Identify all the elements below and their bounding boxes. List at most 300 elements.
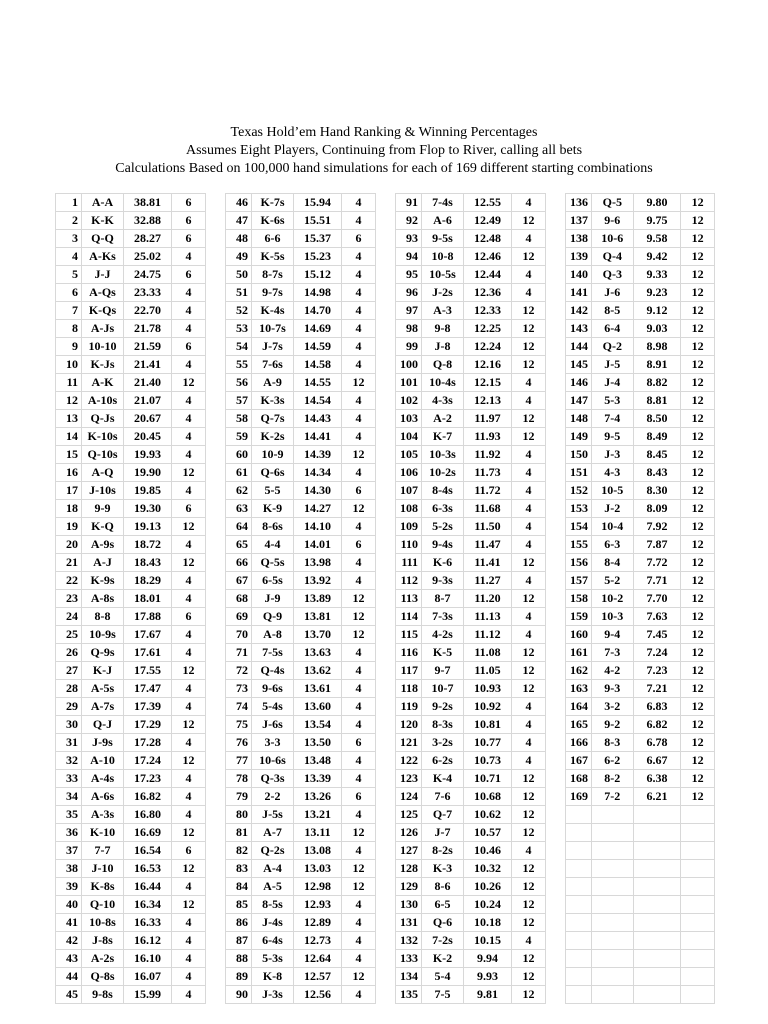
rank-cell: 137 <box>566 212 592 230</box>
table-row <box>566 572 715 590</box>
hand-cell: 8-7s <box>252 266 294 284</box>
hand-cell: K-8s <box>82 878 124 896</box>
combinations-cell: 4 <box>512 734 546 752</box>
win-percentage-cell: 9.80 <box>633 194 681 212</box>
win-percentage-cell: 32.88 <box>124 212 172 230</box>
combinations-cell: 12 <box>681 518 715 536</box>
table-row <box>396 950 546 968</box>
rank-cell: 84 <box>226 878 252 896</box>
win-percentage-cell: 15.94 <box>294 194 342 212</box>
hand-cell: 7-4s <box>422 194 464 212</box>
hand-cell: 6-5s <box>252 572 294 590</box>
rank-cell: 92 <box>396 212 422 230</box>
rank-cell: 86 <box>226 914 252 932</box>
rank-cell: 160 <box>566 626 592 644</box>
rank-cell: 58 <box>226 410 252 428</box>
hand-cell: A-Q <box>82 464 124 482</box>
table-row <box>396 734 546 752</box>
combinations-cell: 12 <box>512 428 546 446</box>
hand-cell: 6-3s <box>422 500 464 518</box>
table-row <box>566 806 715 824</box>
win-percentage-cell <box>633 986 681 1004</box>
combinations-cell: 12 <box>172 464 206 482</box>
hand-cell: 4-4 <box>252 536 294 554</box>
rank-cell: 126 <box>396 824 422 842</box>
rank-cell: 147 <box>566 392 592 410</box>
table-row <box>396 878 546 896</box>
hand-cell: A-6s <box>82 788 124 806</box>
rank-cell: 20 <box>56 536 82 554</box>
win-percentage-cell <box>633 896 681 914</box>
hand-cell: Q-7s <box>252 410 294 428</box>
win-percentage-cell <box>633 842 681 860</box>
hand-cell: 7-6s <box>252 356 294 374</box>
rank-cell: 118 <box>396 680 422 698</box>
win-percentage-cell: 12.25 <box>464 320 512 338</box>
win-percentage-cell: 9.42 <box>633 248 681 266</box>
rank-cell: 93 <box>396 230 422 248</box>
table-row <box>396 788 546 806</box>
win-percentage-cell: 16.12 <box>124 932 172 950</box>
table-row <box>566 968 715 986</box>
win-percentage-cell: 13.26 <box>294 788 342 806</box>
hand-cell: J-J <box>82 266 124 284</box>
win-percentage-cell: 12.73 <box>294 932 342 950</box>
win-percentage-cell: 9.58 <box>633 230 681 248</box>
combinations-cell: 4 <box>342 914 376 932</box>
combinations-cell: 4 <box>512 716 546 734</box>
win-percentage-cell: 22.70 <box>124 302 172 320</box>
table-row <box>396 482 546 500</box>
combinations-cell: 4 <box>512 932 546 950</box>
hand-cell: A-10 <box>82 752 124 770</box>
hand-cell: 10-5s <box>422 266 464 284</box>
win-percentage-cell: 17.39 <box>124 698 172 716</box>
rank-cell: 70 <box>226 626 252 644</box>
rank-cell <box>566 932 592 950</box>
rank-cell: 29 <box>56 698 82 716</box>
combinations-cell: 12 <box>512 644 546 662</box>
hand-cell: 8-3s <box>422 716 464 734</box>
hand-cell: Q-9s <box>82 644 124 662</box>
rank-cell: 65 <box>226 536 252 554</box>
table-row <box>56 194 206 212</box>
combinations-cell: 4 <box>342 302 376 320</box>
hand-cell: 7-7 <box>82 842 124 860</box>
hand-cell: A-K <box>82 374 124 392</box>
hand-cell: J-5s <box>252 806 294 824</box>
table-row <box>566 788 715 806</box>
rank-cell: 73 <box>226 680 252 698</box>
win-percentage-cell: 18.01 <box>124 590 172 608</box>
rank-cell <box>566 950 592 968</box>
win-percentage-cell: 12.93 <box>294 896 342 914</box>
hand-cell: Q-7 <box>422 806 464 824</box>
rank-cell: 90 <box>226 986 252 1004</box>
hand-cell: K-Qs <box>82 302 124 320</box>
rank-cell: 32 <box>56 752 82 770</box>
hand-cell: A-4 <box>252 860 294 878</box>
rank-cell: 159 <box>566 608 592 626</box>
hand-cell: 9-8s <box>82 986 124 1004</box>
table-row <box>566 446 715 464</box>
rank-cell: 50 <box>226 266 252 284</box>
hand-cell: 5-2s <box>422 518 464 536</box>
combinations-cell: 4 <box>172 410 206 428</box>
table-row <box>226 554 376 572</box>
rank-cell: 22 <box>56 572 82 590</box>
table-row <box>396 320 546 338</box>
win-percentage-cell: 11.20 <box>464 590 512 608</box>
win-percentage-cell: 6.38 <box>633 770 681 788</box>
rank-cell: 80 <box>226 806 252 824</box>
hand-cell: 10-5 <box>591 482 633 500</box>
rank-cell: 57 <box>226 392 252 410</box>
rank-cell: 10 <box>56 356 82 374</box>
win-percentage-cell: 12.13 <box>464 392 512 410</box>
rank-cell: 81 <box>226 824 252 842</box>
table-row <box>566 878 715 896</box>
rank-cell: 132 <box>396 932 422 950</box>
table-row <box>56 842 206 860</box>
rank-cell: 27 <box>56 662 82 680</box>
table-row <box>566 482 715 500</box>
rank-cell: 14 <box>56 428 82 446</box>
combinations-cell: 12 <box>512 662 546 680</box>
hand-cell: 9-4s <box>422 536 464 554</box>
hand-cell: 8-7 <box>422 590 464 608</box>
win-percentage-cell: 9.75 <box>633 212 681 230</box>
hand-cell: J-7s <box>252 338 294 356</box>
win-percentage-cell: 20.45 <box>124 428 172 446</box>
combinations-cell: 4 <box>512 446 546 464</box>
hand-cell: 5-5 <box>252 482 294 500</box>
hand-cell: Q-3 <box>591 266 633 284</box>
rank-cell: 100 <box>396 356 422 374</box>
hand-cell: A-7s <box>82 698 124 716</box>
combinations-cell: 6 <box>342 788 376 806</box>
table-row <box>396 644 546 662</box>
win-percentage-cell: 15.37 <box>294 230 342 248</box>
combinations-cell: 12 <box>681 752 715 770</box>
rank-cell: 128 <box>396 860 422 878</box>
table-row <box>56 626 206 644</box>
rank-cell: 64 <box>226 518 252 536</box>
win-percentage-cell: 12.15 <box>464 374 512 392</box>
win-percentage-cell: 9.81 <box>464 986 512 1004</box>
combinations-cell: 12 <box>512 410 546 428</box>
rank-cell: 54 <box>226 338 252 356</box>
rank-cell: 28 <box>56 680 82 698</box>
win-percentage-cell <box>633 950 681 968</box>
rank-cell: 141 <box>566 284 592 302</box>
rank-cell: 36 <box>56 824 82 842</box>
combinations-cell: 12 <box>342 626 376 644</box>
hand-cell: K-4s <box>252 302 294 320</box>
rank-cell: 105 <box>396 446 422 464</box>
combinations-cell: 12 <box>681 680 715 698</box>
table-row <box>396 230 546 248</box>
hand-cell: A-5s <box>82 680 124 698</box>
table-row <box>396 806 546 824</box>
hand-cell <box>591 932 633 950</box>
rank-cell <box>566 806 592 824</box>
hand-cell: 3-2 <box>591 698 633 716</box>
rank-cell: 135 <box>396 986 422 1004</box>
hand-cell: 8-5 <box>591 302 633 320</box>
combinations-cell: 4 <box>512 608 546 626</box>
table-row <box>56 464 206 482</box>
hand-cell: 7-3 <box>591 644 633 662</box>
table-row <box>396 914 546 932</box>
hand-cell: A-3 <box>422 302 464 320</box>
rank-cell: 2 <box>56 212 82 230</box>
table-row <box>396 410 546 428</box>
win-percentage-cell: 9.23 <box>633 284 681 302</box>
rank-cell: 40 <box>56 896 82 914</box>
combinations-cell: 12 <box>681 464 715 482</box>
hand-cell: Q-2s <box>252 842 294 860</box>
hand-cell: Q-6 <box>422 914 464 932</box>
combinations-cell: 12 <box>512 968 546 986</box>
win-percentage-cell: 11.05 <box>464 662 512 680</box>
hand-cell: K-2 <box>422 950 464 968</box>
hand-cell: 9-5 <box>591 428 633 446</box>
hand-cell: A-10s <box>82 392 124 410</box>
hand-cell <box>591 968 633 986</box>
combinations-cell <box>681 932 715 950</box>
rank-cell: 112 <box>396 572 422 590</box>
hand-cell: J-10s <box>82 482 124 500</box>
table-row <box>396 770 546 788</box>
rank-cell: 106 <box>396 464 422 482</box>
combinations-cell: 4 <box>342 338 376 356</box>
table-row <box>396 608 546 626</box>
hand-cell: J-5 <box>591 356 633 374</box>
table-row <box>396 860 546 878</box>
hand-cell <box>591 824 633 842</box>
combinations-cell: 12 <box>681 788 715 806</box>
table-row <box>566 518 715 536</box>
rank-cell: 44 <box>56 968 82 986</box>
win-percentage-cell: 23.33 <box>124 284 172 302</box>
table-row <box>56 248 206 266</box>
win-percentage-cell: 11.68 <box>464 500 512 518</box>
combinations-cell: 4 <box>342 212 376 230</box>
rank-cell: 9 <box>56 338 82 356</box>
ranking-table-1 <box>55 193 206 1004</box>
rank-cell: 16 <box>56 464 82 482</box>
hand-cell: 5-3 <box>591 392 633 410</box>
table-row <box>226 968 376 986</box>
rank-cell: 31 <box>56 734 82 752</box>
combinations-cell: 12 <box>681 320 715 338</box>
table-row <box>226 536 376 554</box>
combinations-cell: 4 <box>342 662 376 680</box>
rank-cell: 30 <box>56 716 82 734</box>
rank-cell: 115 <box>396 626 422 644</box>
combinations-cell: 12 <box>512 212 546 230</box>
hand-cell: 6-5 <box>422 896 464 914</box>
rank-cell: 148 <box>566 410 592 428</box>
rank-cell: 1 <box>56 194 82 212</box>
combinations-cell: 4 <box>342 716 376 734</box>
table-row <box>566 680 715 698</box>
win-percentage-cell: 11.12 <box>464 626 512 644</box>
document-title: Texas Hold’em Hand Ranking & Winning Percentages <box>230 125 538 140</box>
combinations-cell: 12 <box>681 248 715 266</box>
win-percentage-cell: 16.54 <box>124 842 172 860</box>
hand-cell: 10-3 <box>591 608 633 626</box>
win-percentage-cell: 16.69 <box>124 824 172 842</box>
combinations-cell <box>681 842 715 860</box>
win-percentage-cell: 15.23 <box>294 248 342 266</box>
combinations-cell: 12 <box>342 608 376 626</box>
rank-cell: 114 <box>396 608 422 626</box>
table-row <box>226 806 376 824</box>
rank-cell: 13 <box>56 410 82 428</box>
rank-cell: 11 <box>56 374 82 392</box>
win-percentage-cell: 12.44 <box>464 266 512 284</box>
table-row <box>56 536 206 554</box>
table-row <box>56 230 206 248</box>
combinations-cell: 4 <box>172 644 206 662</box>
table-row <box>56 302 206 320</box>
combinations-cell: 4 <box>342 698 376 716</box>
table-row <box>396 338 546 356</box>
table-row <box>56 752 206 770</box>
table-row <box>396 212 546 230</box>
table-row <box>226 644 376 662</box>
hand-cell <box>591 986 633 1004</box>
win-percentage-cell: 16.53 <box>124 860 172 878</box>
hand-cell: 6-6 <box>252 230 294 248</box>
combinations-cell: 4 <box>342 770 376 788</box>
combinations-cell: 4 <box>512 500 546 518</box>
win-percentage-cell: 14.27 <box>294 500 342 518</box>
table-row <box>226 590 376 608</box>
table-row <box>566 302 715 320</box>
table-row <box>56 500 206 518</box>
win-percentage-cell: 9.12 <box>633 302 681 320</box>
win-percentage-cell: 10.73 <box>464 752 512 770</box>
rank-cell: 63 <box>226 500 252 518</box>
combinations-cell: 4 <box>172 428 206 446</box>
win-percentage-cell: 7.24 <box>633 644 681 662</box>
table-row <box>226 428 376 446</box>
combinations-cell: 4 <box>342 392 376 410</box>
hand-cell: 9-8 <box>422 320 464 338</box>
rank-cell: 42 <box>56 932 82 950</box>
win-percentage-cell: 11.41 <box>464 554 512 572</box>
win-percentage-cell: 9.94 <box>464 950 512 968</box>
rank-cell: 47 <box>226 212 252 230</box>
win-percentage-cell: 13.21 <box>294 806 342 824</box>
combinations-cell <box>681 878 715 896</box>
win-percentage-cell: 15.51 <box>294 212 342 230</box>
table-row <box>56 482 206 500</box>
rank-cell: 69 <box>226 608 252 626</box>
win-percentage-cell: 13.60 <box>294 698 342 716</box>
table-row <box>226 896 376 914</box>
win-percentage-cell: 7.92 <box>633 518 681 536</box>
win-percentage-cell: 9.93 <box>464 968 512 986</box>
table-row <box>396 572 546 590</box>
rank-cell: 8 <box>56 320 82 338</box>
combinations-cell: 4 <box>342 986 376 1004</box>
rank-cell: 122 <box>396 752 422 770</box>
table-row <box>566 392 715 410</box>
hand-cell: A-7 <box>252 824 294 842</box>
rank-cell: 158 <box>566 590 592 608</box>
table-row <box>56 770 206 788</box>
win-percentage-cell: 13.81 <box>294 608 342 626</box>
table-row <box>396 716 546 734</box>
ranking-table-3 <box>395 193 546 1004</box>
hand-cell: K-9s <box>82 572 124 590</box>
combinations-cell: 12 <box>681 410 715 428</box>
hand-cell: K-10 <box>82 824 124 842</box>
hand-cell: 9-6s <box>252 680 294 698</box>
table-row <box>226 410 376 428</box>
rank-cell: 107 <box>396 482 422 500</box>
rank-cell: 167 <box>566 752 592 770</box>
rank-cell: 49 <box>226 248 252 266</box>
hand-cell: Q-8 <box>422 356 464 374</box>
win-percentage-cell: 16.10 <box>124 950 172 968</box>
hand-cell: 9-3 <box>591 680 633 698</box>
table-row <box>566 356 715 374</box>
hand-cell: K-K <box>82 212 124 230</box>
combinations-cell: 12 <box>681 662 715 680</box>
win-percentage-cell <box>633 824 681 842</box>
win-percentage-cell: 14.98 <box>294 284 342 302</box>
table-row <box>226 356 376 374</box>
rank-cell: 21 <box>56 554 82 572</box>
table-row <box>56 932 206 950</box>
hand-cell: 3-3 <box>252 734 294 752</box>
table-row <box>56 410 206 428</box>
hand-cell: K-6s <box>252 212 294 230</box>
combinations-cell: 4 <box>172 446 206 464</box>
combinations-cell: 12 <box>342 824 376 842</box>
rank-cell: 155 <box>566 536 592 554</box>
table-row <box>226 392 376 410</box>
table-row <box>226 716 376 734</box>
rank-cell <box>566 860 592 878</box>
rank-cell: 83 <box>226 860 252 878</box>
win-percentage-cell: 12.49 <box>464 212 512 230</box>
hand-cell: K-3s <box>252 392 294 410</box>
combinations-cell: 12 <box>681 644 715 662</box>
win-percentage-cell: 21.41 <box>124 356 172 374</box>
rank-cell: 3 <box>56 230 82 248</box>
hand-cell: 4-2s <box>422 626 464 644</box>
hand-cell: A-4s <box>82 770 124 788</box>
rank-cell: 116 <box>396 644 422 662</box>
win-percentage-cell: 16.82 <box>124 788 172 806</box>
table-row <box>56 788 206 806</box>
hand-cell: 10-9s <box>82 626 124 644</box>
combinations-cell: 4 <box>342 572 376 590</box>
hand-cell: 6-4s <box>252 932 294 950</box>
hand-cell: Q-2 <box>591 338 633 356</box>
combinations-cell: 12 <box>681 428 715 446</box>
hand-cell: 8-8 <box>82 608 124 626</box>
rank-cell: 7 <box>56 302 82 320</box>
table-row <box>226 680 376 698</box>
hand-cell: K-J <box>82 662 124 680</box>
